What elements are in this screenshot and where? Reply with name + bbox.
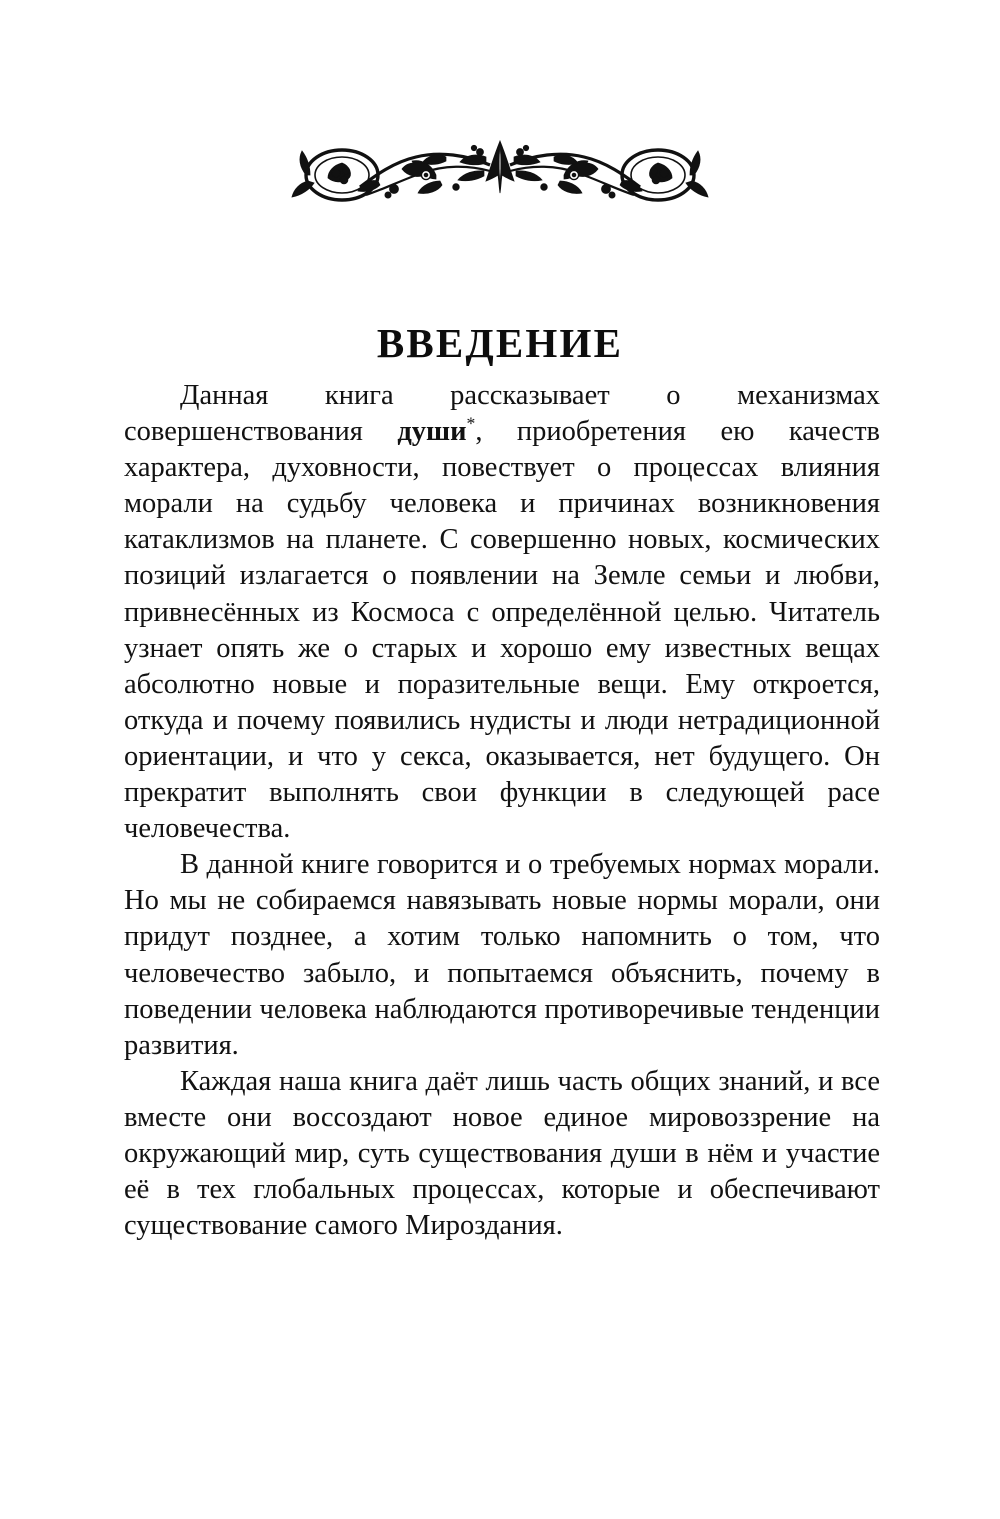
- floral-vine-divider-ornament: [0, 132, 1000, 212]
- paragraph-2: В данной книге говорится и о требуемых нормах морали. Но мы не собираемся навязывать новые нормы морали, они придут позднее, а хотим только напомнить о том, что человечество забыло, и попытаемся объяснить, почему в поведении человека наблюдаются противоречивые тенденции развития.: [124, 849, 880, 1061]
- footnote-marker: *: [466, 413, 476, 434]
- emphasized-term: души: [397, 416, 467, 448]
- page-title: ВВЕДЕНИЕ: [376, 320, 624, 367]
- paragraph-1: Данная книга рассказывает о механизмах совершенствования души*, приобретения ею качеств характера, духовности, повествует о процессах влияния морали на судьбу человека и причинах возникновения катаклизмов на планете. С совершенно новых, космических позиций излагается о появлении на Земле семьи и любви, привнесённых из Космоса с определённой целью. Читатель узнает опять же о старых и хорошо ему известных вещах абсолютно новые и поразительные вещи. Ему откроется, откуда и почему появились нудисты и люди нетрадиционной ориентации, и что у секса, оказывается, нет будущего. Он прекратит выполнять свои функции в следующей расе человечества.: [124, 380, 880, 845]
- paragraph-3: Каждая наша книга даёт лишь часть общих знаний, и все вместе они воссоздают новое единое мировоззрение на окружающий мир, суть существования души в нём и участие её в тех глобальных процессах, которые и обеспечивают существование самого Мироздания.: [124, 1065, 880, 1242]
- floral-vine-divider-icon: [290, 135, 710, 209]
- body-text: [124, 378, 880, 1244]
